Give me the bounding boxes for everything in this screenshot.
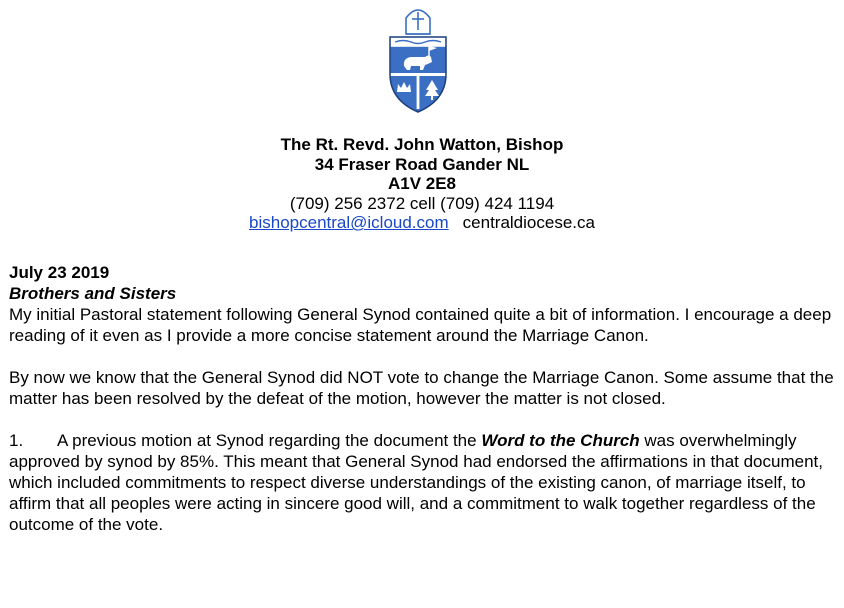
paragraph-2: By now we know that the General Synod did NOT vote to change the Marriage Canon. Some assume that the matter has been resolved by the defeat of the motion, however the matter is not closed.	[9, 368, 834, 408]
salutation: Brothers and Sisters	[9, 284, 177, 303]
street-address: 34 Fraser Road Gander NL	[314, 154, 530, 174]
diocese-crest-icon	[387, 4, 449, 114]
point-text-before: A previous motion at Synod regarding the document the	[57, 431, 482, 450]
bishop-name: The Rt. Revd. John Watton, Bishop	[280, 135, 564, 154]
point-emphasis: Word to the Church	[481, 431, 640, 450]
point-1	[9, 430, 839, 535]
contact-line	[0, 213, 844, 233]
phone-numbers: (709) 256 2372 cell (709) 424 1194	[289, 193, 555, 213]
email-link[interactable]: bishopcentral@icloud.com	[249, 213, 449, 232]
letterhead	[0, 135, 844, 233]
letter-body	[9, 262, 839, 535]
point-number: 1.	[9, 431, 24, 450]
point-text-after: was overwhelmingly approved by synod by 85%. This meant that General Synod had endorsed the affirmations in that document, which included commitments to respect diverse understandings of the existing canon, of marriage itself, to affirm that all peoples were acting in sincere good will, and a commitment to walk together regardless of the outcome of the vote.	[9, 431, 823, 534]
postal-code: A1V 2E8	[387, 174, 457, 193]
paragraph-1: My initial Pastoral statement following General Synod contained quite a bit of information. I encourage a deep reading of it even as I provide a more concise statement around the Marriage Canon.	[9, 305, 832, 345]
website-text: centraldiocese.ca	[462, 213, 595, 232]
letter-date: July 23 2019	[9, 263, 110, 282]
